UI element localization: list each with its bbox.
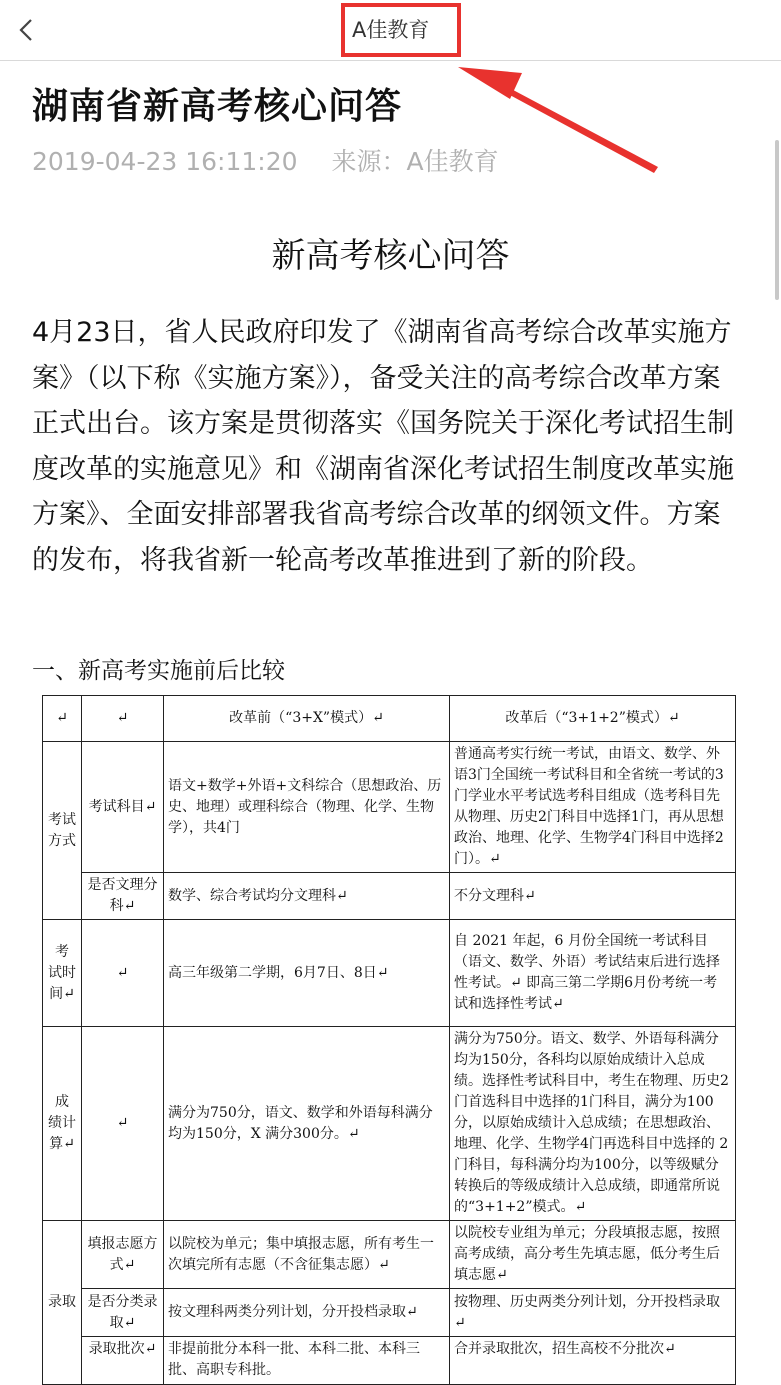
row-label-category: 是否分类录取↵ [82, 1289, 164, 1337]
table-cell: 以院校专业组为单元；分段填报志愿，按照高考成绩，高分考生先填志愿，低分考生后填志愿↵ [450, 1221, 736, 1289]
row-label-admission: 录取 [43, 1221, 82, 1385]
table-row [43, 873, 736, 920]
table-cell: 语文+数学+外语+文科综合（思想政治、历史、地理）或理科综合（物理、化学、生物学），共4门 [164, 742, 450, 873]
row-label-batch: 录取批次↵ [82, 1337, 164, 1385]
table-cell: 合并录取批次，招生高校不分批次↵ [450, 1337, 736, 1385]
table-cell: 自 2021 年起，6 月份全国统一考试科目（语文、数学、外语）考试结束后进行选择性考试。↵ 即高三第二学期6月份考统一考试和选择性考试↵ [450, 920, 736, 1027]
intro-paragraph: 4月23日，省人民政府印发了《湖南省高考综合改革实施方案》（以下称《实施方案》），备受关注的高考综合改革方案正式出台。该方案是贯彻落实《国务院关于深化考试招生制度改革的实施意见》和《湖南省深化考试招生制度改革实施方案》、全面安排部署我省高考综合改革的纲领文件。方案的发布，将我省新一轮高考改革推进到了新的阶段。 [32, 317, 734, 576]
page-title: A佳教育 [352, 18, 430, 42]
table-row [43, 1289, 736, 1337]
table-cell: 高三年级第二学期，6月7日、8日↵ [164, 920, 450, 1027]
table-cell: 按物理、历史两类分列计划，分开投档录取↵ [450, 1289, 736, 1337]
top-bar [0, 0, 781, 61]
heading-comparison: 一、新高考实施前后比较 [32, 658, 285, 684]
table-cell: ↵ [43, 696, 82, 742]
article-meta [32, 142, 499, 178]
row-label-split: 是否文理分科↵ [82, 873, 164, 920]
article-title: 湖南省新高考核心问答 [32, 86, 403, 127]
article-source: 来源：A佳教育 [331, 147, 499, 176]
chevron-left-icon[interactable] [12, 14, 42, 46]
table-cell: 满分为750分，语文、数学和外语每科满分均为150分，X 满分300分。↵ [164, 1027, 450, 1221]
table-cell: ↵ [82, 920, 164, 1027]
section-title: 新高考核心问答 [271, 236, 510, 276]
row-label-time: 考 试时间↵ [43, 920, 82, 1027]
table-cell: 数学、综合考试均分文理科↵ [164, 873, 450, 920]
table-cell: 不分文理科↵ [450, 873, 736, 920]
row-label-score: 成 绩计算↵ [43, 1027, 82, 1221]
table-header-after: 改革后（“3+1+2”模式）↵ [450, 696, 736, 742]
table-row [43, 742, 736, 873]
table-cell: 非提前批分本科一批、本科二批、本科三批、高职专科批。 [164, 1337, 450, 1385]
table-row [43, 1027, 736, 1221]
row-label-fill: 填报志愿方式↵ [82, 1221, 164, 1289]
article-date: 2019-04-23 16:11:20 [32, 147, 298, 176]
table-row [43, 1221, 736, 1289]
row-label-subjects: 考试科目↵ [82, 742, 164, 873]
row-label-exam-mode: 考试方式 [43, 742, 82, 920]
table-cell: 普通高考实行统一考试，由语文、数学、外语3门全国统一考试科目和全省统一考试的3门学业水平考试选考科目组成（选考科目先从物理、历史2门科目中选择1门，再从思想政治、地理、化学、生物学4门科目中选择2门）。↵ [450, 742, 736, 873]
table-cell: 以院校为单元；集中填报志愿，所有考生一次填完所有志愿（不含征集志愿）↵ [164, 1221, 450, 1289]
table-row [43, 1337, 736, 1385]
table-cell: ↵ [82, 1027, 164, 1221]
comparison-table [42, 695, 736, 1385]
table-cell: 按文理科两类分列计划，分开投档录取↵ [164, 1289, 450, 1337]
table-cell: ↵ [82, 696, 164, 742]
table-cell: 满分为750分。语文、数学、外语每科满分均为150分，各科均以原始成绩计入总成绩。选择性考试科目中，考生在物理、历史2门首选科目中选择的1门科目，满分为100分，以原始成绩计入总成绩；在思想政治、地理、化学、生物学4门再选科目中选择的 2 门科目，每科满分均为100分，以等级赋分转换后的等级成绩计入总成绩，即通常所说的“3+1+2”模式。↵ [450, 1027, 736, 1221]
table-row [43, 920, 736, 1027]
table-row [43, 696, 736, 742]
table-header-before: 改革前（“3+X”模式）↵ [164, 696, 450, 742]
